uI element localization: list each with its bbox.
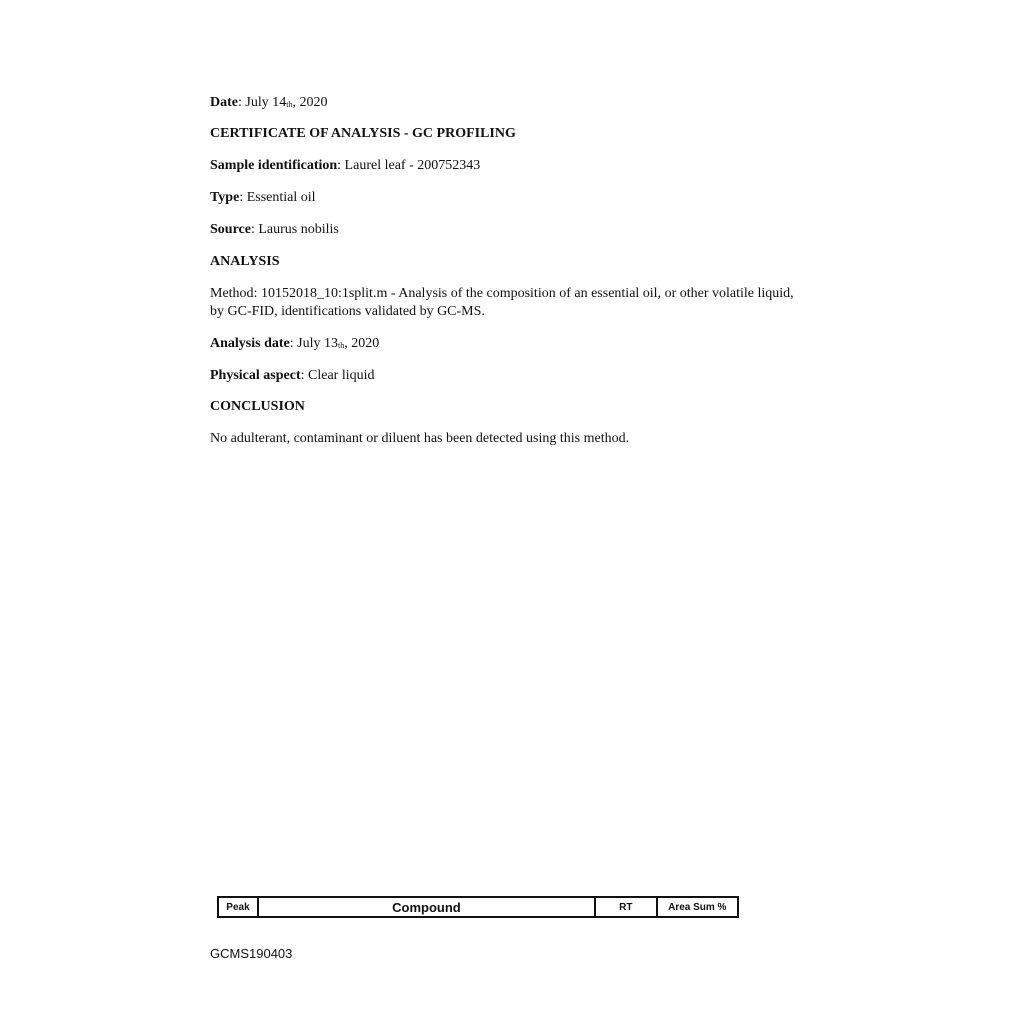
- table-header-row: [218, 897, 738, 917]
- type-value: : Essential oil: [239, 190, 316, 205]
- footer-code: GCMS190403: [210, 946, 293, 961]
- analysis-heading: ANALYSIS: [210, 254, 280, 269]
- analysis-date: [210, 335, 379, 354]
- sample-identification: [210, 157, 480, 175]
- source-line: [210, 221, 339, 239]
- physical-aspect-value: : Clear liquid: [300, 368, 375, 383]
- date-separator: :: [238, 95, 246, 110]
- type-line: [210, 189, 316, 207]
- document-date: [210, 94, 327, 113]
- sample-value: : Laurel leaf - 200752343: [337, 158, 481, 173]
- header-area-sum: Area Sum %: [657, 897, 738, 917]
- analysis-date-ordinal: th: [337, 341, 345, 350]
- date-year: , 2020: [292, 95, 328, 110]
- certificate-title: CERTIFICATE OF ANALYSIS - GC PROFILING: [210, 126, 516, 141]
- analysis-date-month-day: July 13: [297, 336, 338, 351]
- analysis-date-label: Analysis date: [210, 336, 290, 351]
- physical-aspect: [210, 367, 375, 385]
- conclusion-heading: CONCLUSION: [210, 399, 305, 414]
- type-label: Type: [210, 190, 240, 205]
- date-ordinal: th: [286, 100, 293, 109]
- method-description: Method: 10152018_10:1split.m - Analysis of the composition of an essential oil, or other volatile liquid, by GC-FID, identifications validated by GC-MS.: [210, 286, 794, 319]
- analysis-date-separator: :: [289, 336, 298, 351]
- sample-label: Sample identification: [210, 158, 338, 173]
- header-rt: RT: [595, 897, 657, 917]
- source-label: Source: [210, 222, 251, 237]
- conclusion-text: No adulterant, contaminant or diluent has been detected using this method.: [210, 431, 630, 446]
- gc-results-table: [217, 896, 739, 918]
- date-month-day: July 14: [245, 95, 287, 110]
- header-compound: Compound: [258, 897, 595, 917]
- source-value: : Laurus nobilis: [250, 222, 339, 237]
- header-peak: Peak: [218, 897, 258, 917]
- date-label: Date: [210, 95, 238, 110]
- analysis-date-year: , 2020: [344, 336, 380, 351]
- physical-aspect-label: Physical aspect: [210, 368, 301, 383]
